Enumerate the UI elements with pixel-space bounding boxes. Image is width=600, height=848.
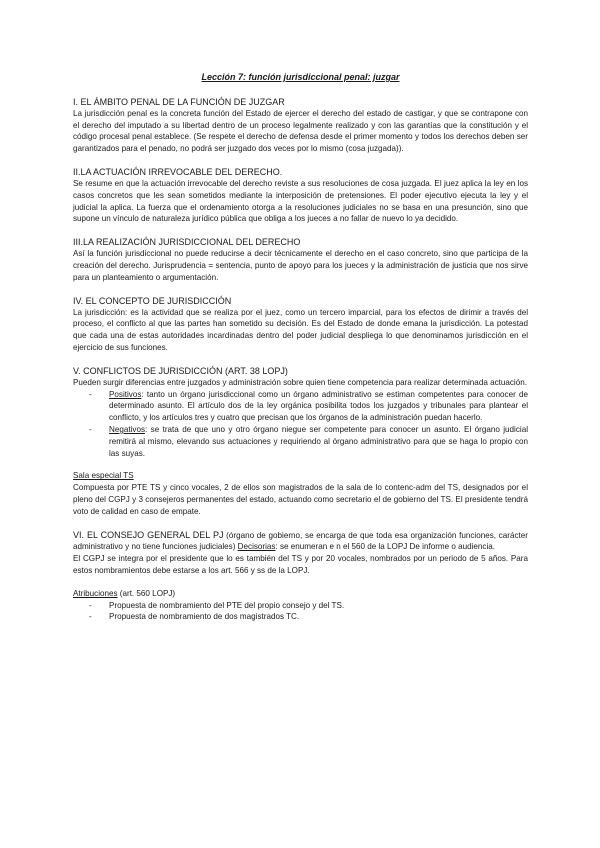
section-6-intro: (órgano de gobierno, se encarga de que toda esa organización funciones, carácter administrativo y no tiene funciones judiciales) (73, 530, 528, 552)
atribuciones-term: Atribuciones (73, 588, 118, 598)
atribuciones-list (73, 600, 528, 624)
list-text: : se trata de que uno y otro órgano niegue ser competente para conocer un asunto. El órgano judicial remitirá al mismo, elevando sus actuaciones y requiriendo al órgano administrativo para que se haga lo propio con las suyas. (109, 424, 528, 458)
list-term: Negativos (109, 424, 145, 434)
section-body: Se resume en que la actuación irrevocable del derecho reviste a sus resoluciones de cosa juzgada. El juez aplica la ley en los casos concretos que les sean sometidos mediante la interposición de pretensiones. El poder ejecutivo ejecuta la ley y el judicial la aplica. La fuerza que el ordenamiento otorga a la resoluciones judiciales no se basa en una presunción, sino que supone un vínculo de naturaleza jurídico pública que obliga a los jueces a no fallar de nuevo lo ya decidido. (73, 178, 528, 224)
list-text: Propuesta de nombramiento del PTE del propio consejo y del TS. (109, 600, 345, 610)
bullet-dash: - (89, 424, 92, 434)
list-item (89, 600, 528, 612)
section-2 (73, 166, 528, 225)
section-heading: V. CONFLICTOS DE JURISDICCIÓN (ART. 38 LOPJ) (73, 365, 288, 376)
section-6-body: El CGPJ se integra por el presidente que lo es también del TS y por 20 vocales, nombrados por un periodo de 5 años. Para estos nombramientos debe estarse a los art. 566 y ss de la LOPJ. (73, 554, 528, 575)
sala-heading: Sala especial TS (73, 471, 134, 481)
sala-especial (73, 470, 528, 517)
section-3 (73, 236, 528, 283)
section-body: La jurisdicción: es la actividad que se realiza por el juez, como un tercero imparcial, para los efectos de dirimir a través del proceso, el conflicto al que las partes han sometido su decisión. Es del Estado de donde emana la jurisdicción. La potestad que cada una de estas autoridades incardinadas dentro del poder judicial despliega lo que denominamos jurisdicción en el ejercicio de sus funciones. (73, 307, 528, 352)
list-text: : tanto un órgano jurisdiccional como un órgano administrativo se estiman competentes para conocer de determinado asunto. El artículo dos de la ley orgánica posibilita todos los juzgados y tribunales para plantear el conflicto, y los artículos tres y cuatro que precisan que los órganos de la administración puedan hacerlo. (109, 389, 528, 423)
section-6-paragraph (73, 529, 528, 554)
section-heading: VI. EL CONSEJO GENERAL DEL PJ (73, 529, 224, 540)
bullet-dash: - (89, 612, 92, 622)
section-heading: III.LA REALIZACIÓN JURISDICCIONAL DEL DERECHO (73, 237, 301, 248)
section-heading: IV. EL CONCEPTO DE JURISDICCIÓN (73, 295, 232, 306)
document-title: Lección 7: función jurisdiccional penal: juzgar (201, 72, 400, 82)
section-5 (73, 365, 528, 460)
section-body: La jurisdicción penal es la concreta función del Estado de ejercer el derecho del estado de castigar, y que se contrapone con el derecho del imputado a su libertad dentro de un proceso legalmente realizado y con las garantías que la constitución y el código procesal penal establece. (Se respete el derecho de defensa desde el primer momento y todos los derechos deben ser garantizados para el penado, no podrá ser juzgado dos veces por lo mismo (cosa juzgada)). (73, 108, 528, 154)
atribuciones-heading (73, 588, 528, 600)
list-text: Propuesta de nombramiento de dos magistrados TC. (109, 612, 300, 622)
decisorias-term: Decisorias (237, 542, 276, 552)
sala-body: Compuesta por PTE TS y cinco vocales, 2 de ellos son magistrados de la sala de lo contenc-adm del TS, designados por el pleno del CGPJ y 3 consejeros permanentes del estado, actuando como secretario el de gobierno del TS. El presidente tendrá voto de calidad en caso de empate. (73, 483, 528, 516)
section-heading: I. EL ÁMBITO PENAL DE LA FUNCIÓN DE JUZGAR (73, 96, 285, 107)
list-item (89, 424, 528, 459)
section-1 (73, 96, 528, 155)
decisorias-text: : se enumeran e n el 560 de la LOPJ De informe o audiencia. (275, 542, 496, 552)
atribuciones-ref: (art. 560 LOPJ) (117, 588, 176, 598)
section-4 (73, 295, 528, 354)
list-item (89, 611, 528, 623)
conflict-list (73, 389, 528, 460)
bullet-dash: - (89, 600, 92, 610)
section-heading: II.LA ACTUACIÓN IRREVOCABLE DEL DERECHO. (73, 166, 283, 177)
section-6 (73, 529, 528, 577)
section-body: Así la función jurisdiccional no puede reducirse a decir técnicamente el derecho en el caso concreto, sino que participa de la creación del derecho. Jurisprudencia = sentencia, punto de apoyo para los jueces y la administración de justicia que nos sirve para un planteamiento o argumentación. (73, 249, 528, 282)
bullet-dash: - (89, 389, 92, 399)
section-body: Pueden surgir diferencias entre juzgados y administración sobre quien tiene competencia para realizar determinada actuación. (73, 377, 527, 387)
atribuciones (73, 588, 528, 623)
list-item (89, 389, 528, 424)
list-term: Positivos (109, 389, 142, 399)
